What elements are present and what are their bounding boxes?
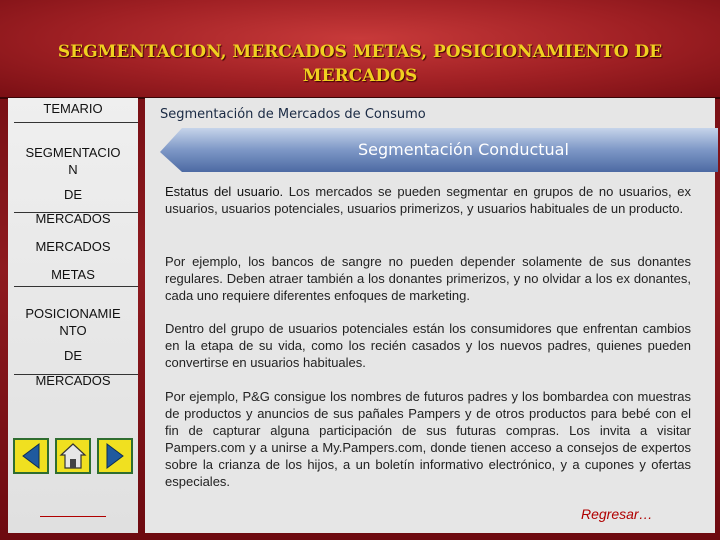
sidebar-item-label: SEGMENTACIO: [25, 145, 121, 160]
paragraph-3: Dentro del grupo de usuarios potenciales están los consumidores que enfrentan cambios en la etapa de su vida, como los recién casados y los nuevos padres, quienes pueden convertirse en usuarios habituales.: [165, 321, 691, 370]
sidebar-item-segmentacion[interactable]: [8, 144, 138, 178]
back-link[interactable]: Regresar…: [581, 506, 653, 522]
paragraph-1: [165, 183, 691, 217]
sidebar-item-de-2[interactable]: DE: [63, 348, 83, 363]
arrow-right-icon: [99, 440, 131, 472]
banner-title: Segmentación Conductual: [358, 140, 569, 159]
sidebar-item-label: NTO: [59, 323, 87, 338]
sidebar-item-posicionamiento[interactable]: [8, 305, 138, 339]
content-panel: [145, 98, 715, 533]
sidebar-divider: [14, 122, 138, 123]
sidebar-toc: [8, 98, 138, 533]
paragraph-lead: Estatus del usuario.: [165, 184, 284, 199]
home-icon: [57, 440, 89, 472]
arrow-left-icon: [15, 440, 47, 472]
section-subtitle: Segmentación de Mercados de Consumo: [160, 107, 426, 122]
sidebar-heading: TEMARIO: [43, 101, 103, 116]
paragraph-4: Por ejemplo, P&G consigue los nombres de futuros padres y los bombardea con muestras de productos y anuncios de sus pañales Pampers y de otros productos para bebé con el fin de capturar alguna participación de sus futuras compras. Los invita a visitar Pampers.com y a unirse a My.Pampers.com, donde tienen acceso a consejos de expertos sobre la crianza de los hijos, a un boletín informativo electrónico, y a cupones y ofertas especiales.: [165, 389, 691, 489]
paragraph-2: Por ejemplo, los bancos de sangre no pueden depender solamente de sus donantes regulares. Deben atraer también a los donantes primerizos, y no olvidar a los ex donantes, cada uno requiere diferentes enfoques de marketing.: [165, 254, 691, 303]
sidebar-item-mercados[interactable]: MERCADOS: [35, 211, 111, 226]
slide-header: [0, 0, 720, 99]
prev-button[interactable]: [13, 438, 49, 474]
sidebar-item-label: N: [68, 162, 78, 177]
sidebar-item-de[interactable]: DE: [63, 187, 83, 202]
sidebar-divider: [14, 286, 138, 287]
sidebar-item-mercados-2[interactable]: MERCADOS: [35, 373, 111, 388]
home-button[interactable]: [55, 438, 91, 474]
sidebar-item-label: POSICIONAMIE: [25, 306, 121, 321]
page-title: SEGMENTACION, MERCADOS METAS, POSICIONAMIENTO DE MERCADOS: [57, 42, 663, 86]
sidebar-footer-line: [40, 516, 106, 517]
next-button[interactable]: [97, 438, 133, 474]
sidebar-item-mercados-metas[interactable]: MERCADOS: [35, 239, 111, 254]
paragraph-text: Los mercados se pueden segmentar en grupos de no usuarios, ex usuarios, usuarios potenciales, usuarios primerizos, y usuarios habituales de un producto.: [165, 184, 691, 216]
sidebar-item-metas[interactable]: METAS: [51, 267, 95, 282]
